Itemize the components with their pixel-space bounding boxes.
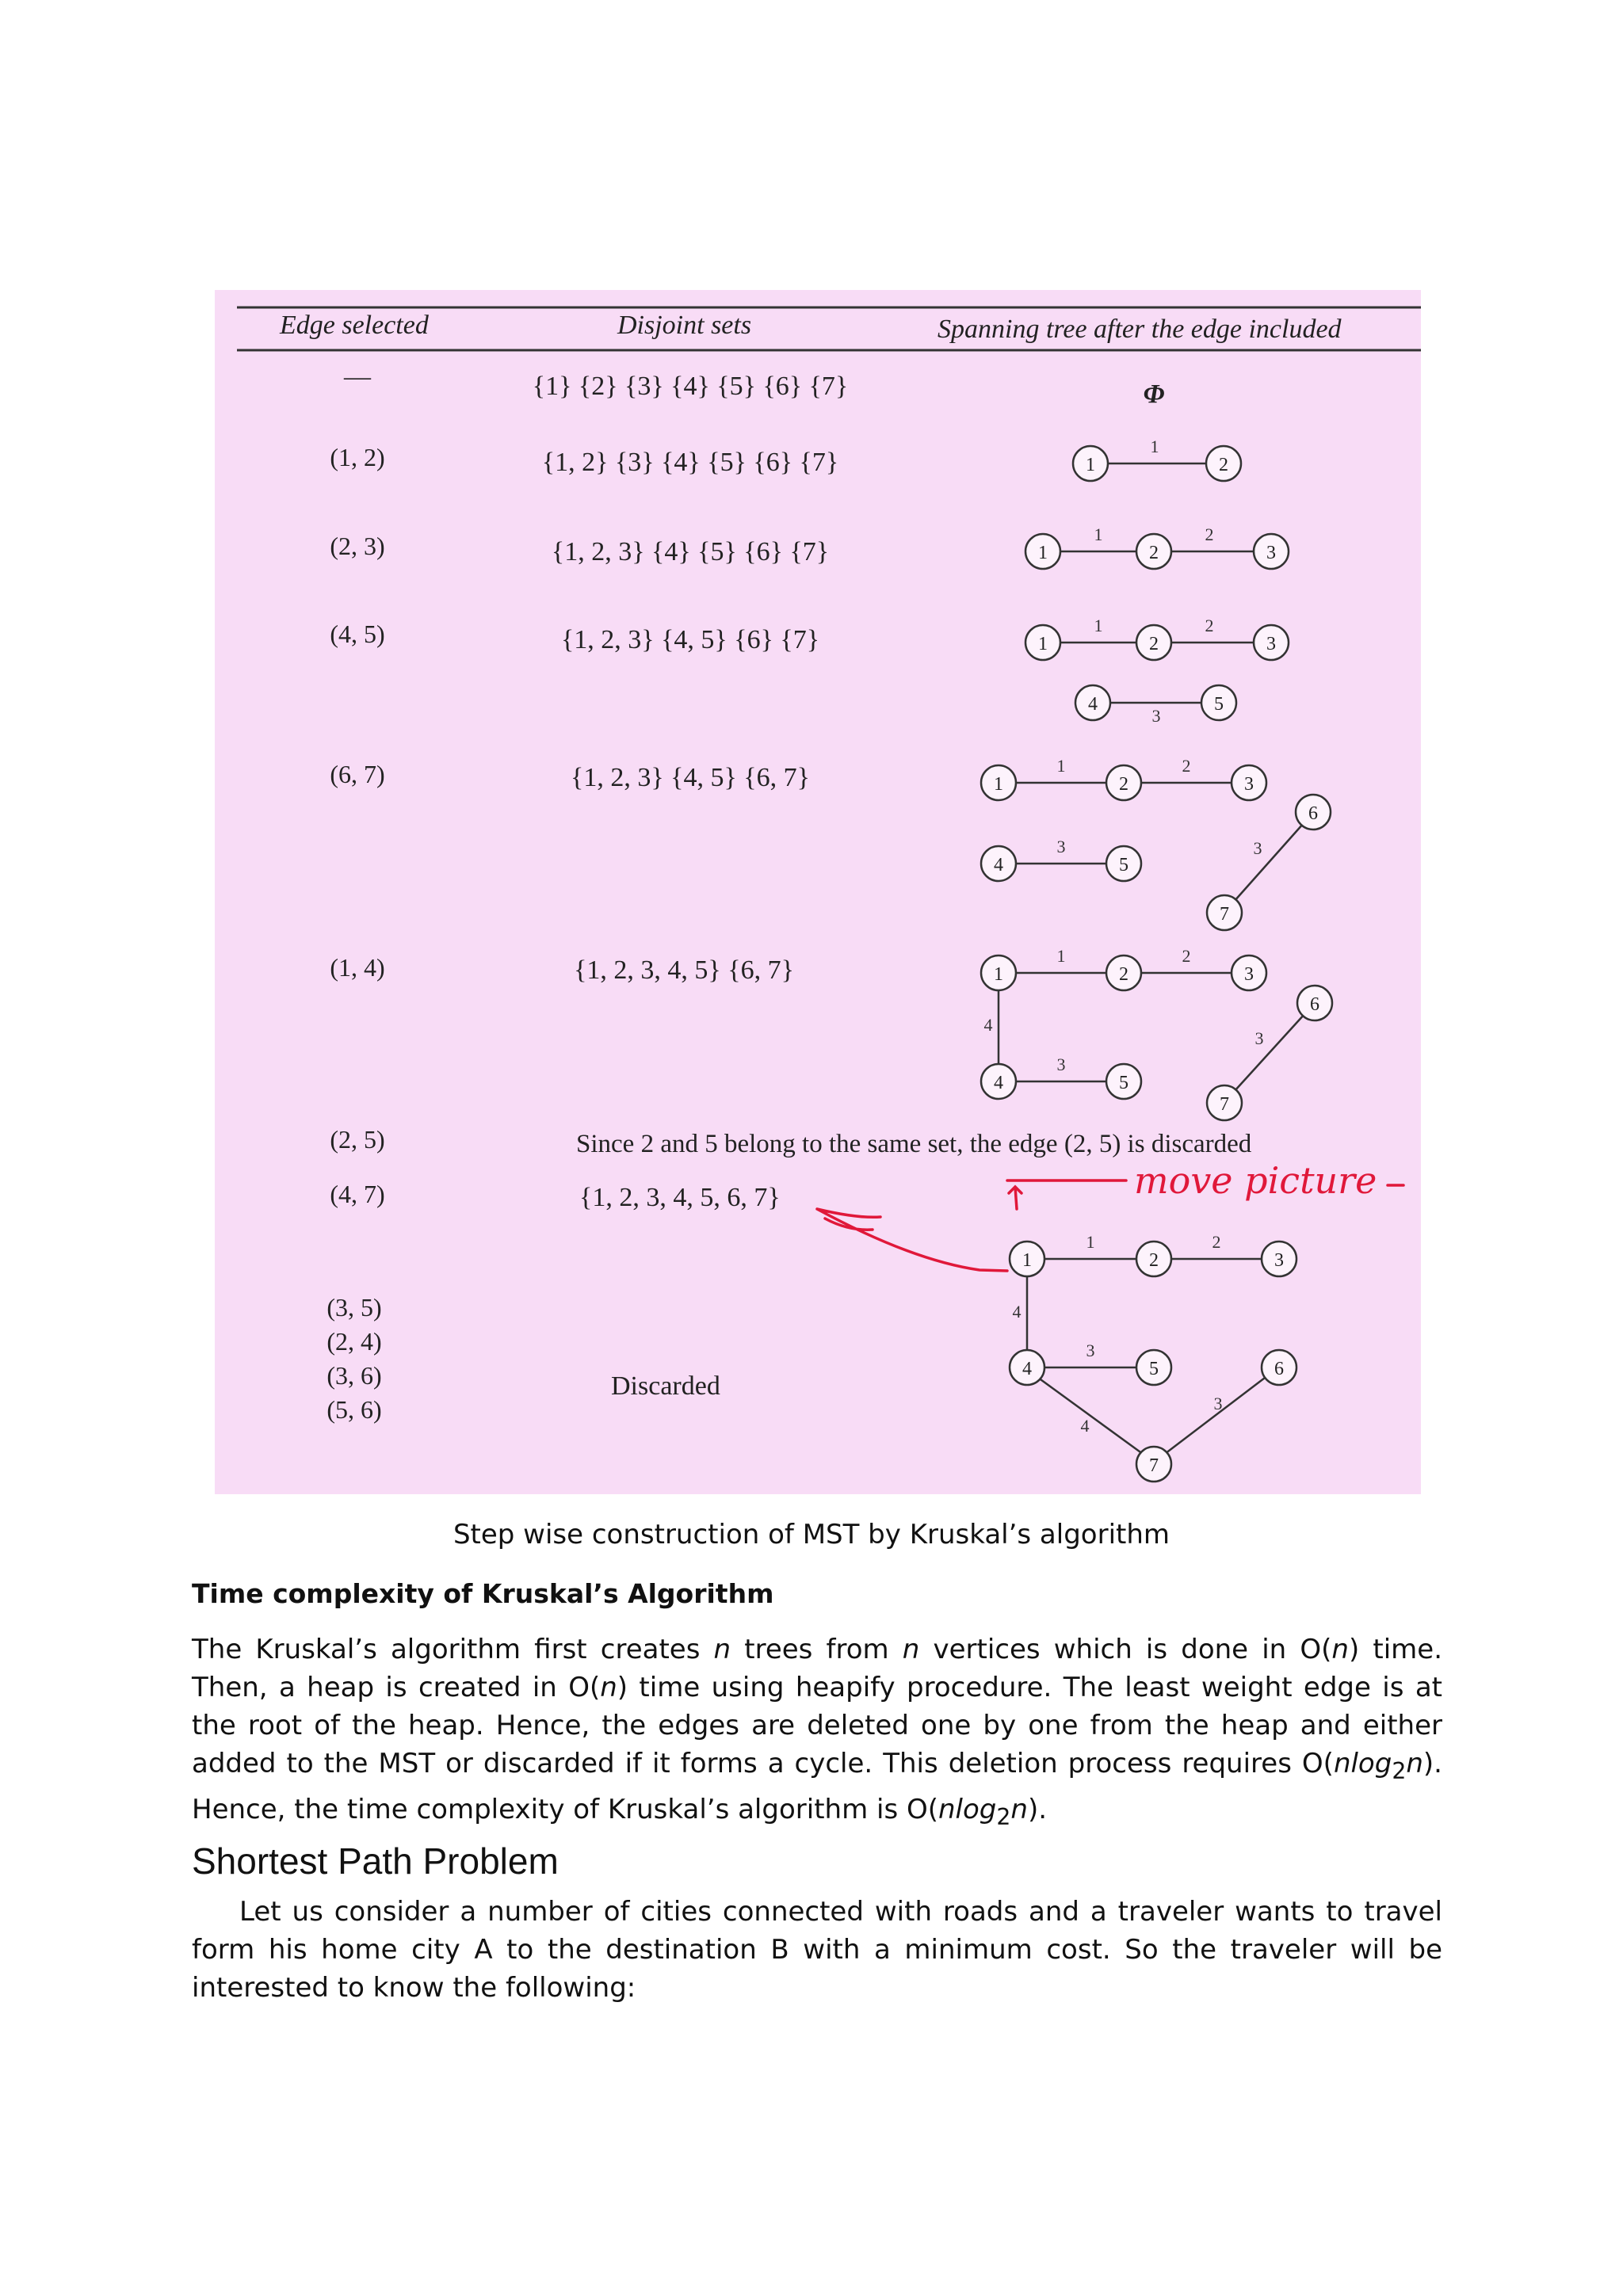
edge-weight: 1 (1094, 524, 1103, 544)
row-sets: {1, 2, 3, 4, 5, 6, 7} (579, 1183, 781, 1212)
node-2 (1106, 765, 1141, 800)
edge-weight: 4 (1080, 1416, 1090, 1436)
row-sets: {1, 2} {3} {4} {5} {6} {7} (541, 448, 839, 477)
edge-6-7 (1234, 1013, 1305, 1092)
edge-weight: 3 (1056, 1055, 1066, 1074)
edge-weight: 1 (1094, 616, 1103, 635)
svg-text:3: 3 (1274, 1250, 1284, 1271)
node-5 (1106, 1064, 1141, 1099)
svg-text:5: 5 (1214, 694, 1224, 715)
edge-weight: 3 (1213, 1394, 1223, 1413)
row-edge: (1, 4) (330, 953, 385, 982)
section-heading: Time complexity of Kruskal’s Algorithm (192, 1578, 774, 1609)
edge-6-7 (1162, 1375, 1268, 1456)
svg-text:4: 4 (1088, 694, 1098, 715)
svg-text:5: 5 (1149, 1359, 1159, 1379)
node-3 (1254, 625, 1289, 660)
row-sets: {1} {2} {3} {4} {5} {6} {7} (532, 372, 849, 401)
svg-text:2: 2 (1119, 964, 1128, 985)
svg-text:3: 3 (1266, 543, 1276, 563)
row-edge: — (344, 362, 371, 391)
node-2 (1136, 534, 1171, 569)
svg-text:5: 5 (1119, 855, 1128, 875)
svg-text:2: 2 (1219, 455, 1228, 475)
row-sets: {1, 2, 3, 4, 5} {6, 7} (574, 955, 794, 985)
node-7 (1207, 895, 1242, 930)
edge-4-7 (1035, 1375, 1146, 1456)
header-disjoint-sets: Disjoint sets (617, 311, 752, 340)
node-3 (1232, 955, 1266, 990)
svg-text:2: 2 (1119, 774, 1128, 795)
row-sets-discard-note: Since 2 and 5 belong to the same set, the edge (2, 5) is discarded (576, 1130, 1252, 1158)
node-4 (1075, 685, 1110, 720)
node-3 (1262, 1241, 1296, 1276)
node-3 (1232, 765, 1266, 800)
node-6 (1297, 986, 1332, 1020)
svg-text:4: 4 (994, 855, 1003, 875)
node-6 (1296, 795, 1331, 830)
discarded-label: Discarded (611, 1371, 720, 1401)
node-1 (1025, 534, 1060, 569)
svg-text:6: 6 (1310, 994, 1319, 1015)
node-7 (1207, 1085, 1242, 1120)
node-4 (981, 1064, 1016, 1099)
row-sets: {1, 2, 3} {4, 5} {6} {7} (560, 625, 820, 654)
edge-weight: 2 (1205, 616, 1214, 635)
header-spanning-tree: Spanning tree after the edge included (938, 315, 1342, 344)
node-2 (1136, 1241, 1171, 1276)
svg-text:4: 4 (994, 1073, 1003, 1093)
edge-6-7 (1234, 823, 1304, 902)
annotation-up-arrow (1009, 1187, 1022, 1209)
node-1 (1073, 446, 1108, 481)
svg-text:7: 7 (1220, 904, 1229, 925)
kruskal-figure (215, 290, 1421, 1494)
row-edge: (1, 2) (330, 443, 385, 471)
row-edge: (6, 7) (330, 760, 385, 788)
figure-caption: Step wise construction of MST by Kruskal’s algorithm (453, 1519, 1170, 1550)
svg-text:2: 2 (1149, 543, 1159, 563)
edge-weight: 2 (1205, 524, 1214, 544)
node-1 (1025, 625, 1060, 660)
node-6 (1262, 1350, 1296, 1385)
svg-text:2: 2 (1149, 634, 1159, 654)
svg-text:1: 1 (1038, 634, 1048, 654)
node-2 (1106, 955, 1141, 990)
node-5 (1106, 846, 1141, 881)
node-2 (1136, 625, 1171, 660)
edge-weight: 3 (1086, 1341, 1095, 1360)
shortest-path-heading: Shortest Path Problem (192, 1840, 559, 1882)
row-sets: {1, 2, 3} {4} {5} {6} {7} (551, 537, 830, 566)
svg-text:5: 5 (1119, 1073, 1128, 1093)
svg-text:1: 1 (994, 774, 1003, 795)
node-5 (1136, 1350, 1171, 1385)
node-2 (1206, 446, 1241, 481)
discarded-edge: (5, 6) (327, 1395, 382, 1424)
svg-text:1: 1 (994, 964, 1003, 985)
edge-weight: 1 (1150, 437, 1159, 456)
svg-text:4: 4 (1022, 1359, 1032, 1379)
edge-weight: 3 (1151, 706, 1161, 726)
svg-text:1: 1 (1022, 1250, 1032, 1271)
svg-text:7: 7 (1149, 1455, 1159, 1476)
node-1 (1010, 1241, 1044, 1276)
node-1 (981, 765, 1016, 800)
edge-weight: 4 (983, 1015, 993, 1035)
svg-text:1: 1 (1038, 543, 1048, 563)
edge-weight: 2 (1212, 1232, 1221, 1252)
header-edge-selected: Edge selected (280, 311, 429, 340)
edge-weight: 1 (1086, 1232, 1095, 1252)
svg-text:3: 3 (1266, 634, 1276, 654)
svg-text:6: 6 (1274, 1359, 1284, 1379)
kruskal-table-svg (215, 290, 1421, 1494)
empty-tree-label: Φ (1143, 379, 1165, 409)
edge-weight: 2 (1182, 946, 1191, 966)
svg-text:1: 1 (1086, 455, 1095, 475)
svg-text:6: 6 (1308, 803, 1318, 824)
row-edge: (4, 7) (330, 1180, 385, 1208)
row-edge: (2, 5) (330, 1125, 385, 1154)
node-5 (1201, 685, 1236, 720)
node-4 (1010, 1350, 1044, 1385)
svg-text:3: 3 (1244, 964, 1254, 985)
edge-weight: 3 (1253, 838, 1262, 858)
discarded-edge: (3, 6) (327, 1361, 382, 1390)
node-3 (1254, 534, 1289, 569)
row-edge: (4, 5) (330, 620, 385, 648)
discarded-edge: (2, 4) (327, 1327, 382, 1356)
node-7 (1136, 1447, 1171, 1482)
edge-weight: 4 (1012, 1302, 1022, 1322)
edge-weight: 3 (1056, 837, 1066, 856)
edge-weight: 2 (1182, 756, 1191, 776)
annotation-move-picture: move picture (1134, 1159, 1377, 1202)
discarded-edge: (3, 5) (327, 1293, 382, 1322)
svg-text:2: 2 (1149, 1250, 1159, 1271)
paragraph-shortest-path: Let us consider a number of cities connected with roads and a traveler wants to travel form his home city A to the destination B with a minimum cost. So the traveler will be interested to know the following: (192, 1896, 1442, 2004)
node-1 (981, 955, 1016, 990)
row-sets: {1, 2, 3} {4, 5} {6, 7} (571, 763, 810, 792)
svg-text:3: 3 (1244, 774, 1254, 795)
svg-text:7: 7 (1220, 1094, 1229, 1115)
edge-weight: 1 (1056, 946, 1066, 966)
edge-weight: 1 (1056, 756, 1066, 776)
row-edge: (2, 3) (330, 532, 385, 560)
node-4 (981, 846, 1016, 881)
paragraph-time-complexity: The Kruskal’s algorithm first creates n trees from n vertices which is done in O(n) time. Then, a heap is created in O(n) time using heapify procedure. The least weight edge is at the root of the heap. Hence, the edges are deleted one by one from the heap and either added to the MST or discarded if it forms a cycle. This deletion process requires O(nlog$_2$n). Hence, the time complexity of Kruskal’s algorithm is O(nlog$_2$n). (192, 1634, 1442, 1830)
edge-weight: 3 (1254, 1028, 1264, 1048)
annotation-pointer-stroke (817, 1209, 1007, 1271)
